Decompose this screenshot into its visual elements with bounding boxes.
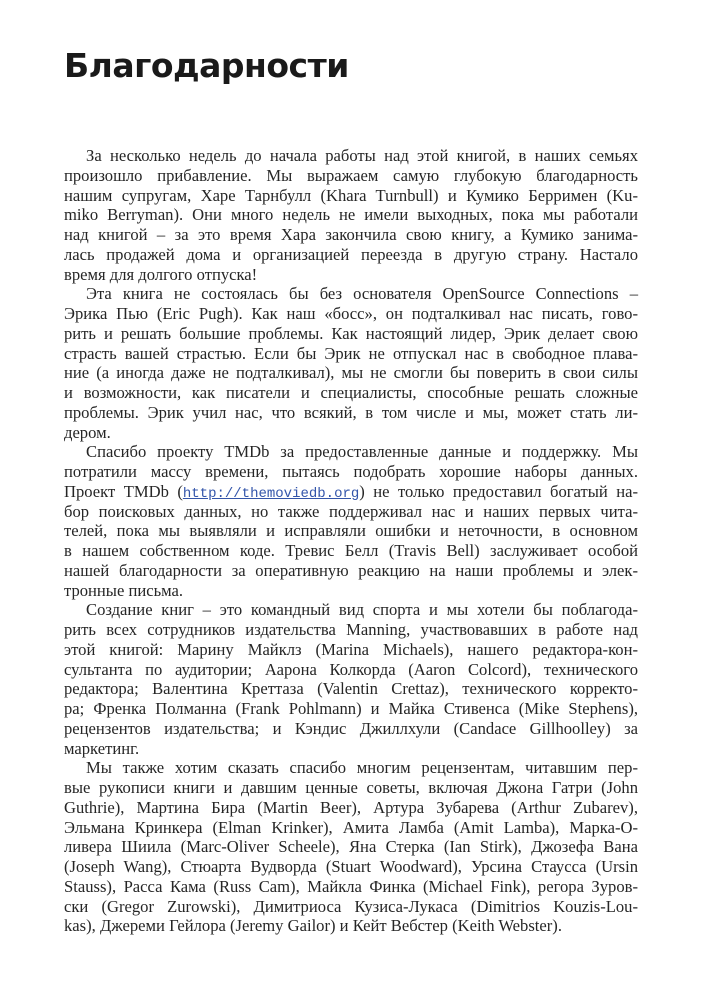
text-line: вые рукописи книги и давшим ценные советы, включая Джона Гатри (John xyxy=(64,778,638,797)
text-line: Эта книга не состоялась бы без основателя OpenSource Connections – xyxy=(86,284,638,304)
text-line: сультанта по аудитории; Аарона Колкорда (Aaron Colcord), технического xyxy=(64,659,638,679)
text-line: Мы также хотим сказать спасибо многим рецензентам, читавшим пер- xyxy=(86,758,638,778)
text-line: проблемы. Эрик учил нас, что всякий, в том числе и мы, может стать ли- xyxy=(64,402,638,422)
text-line: Эльмана Кринкера (Elman Krinker), Амита Ламба (Amit Lamba), Марка-О- xyxy=(64,817,638,837)
text-line: ра; Френка Полманна (Frank Pohlmann) и Майка Стивенса (Mike Stephens), xyxy=(64,699,638,718)
text-line: маркетинг. xyxy=(64,738,140,758)
text-line xyxy=(64,482,638,502)
text-line: miko Berryman). Они много недель не имели выходных, пока мы работали xyxy=(64,205,638,225)
text-line: Guthrie), Мартина Бира (Martin Beer), Артура Зубарева (Arthur Zubarev), xyxy=(64,797,638,817)
text-line: редактора; Валентина Креттаза (Valentin Crettaz), технического корректо- xyxy=(64,679,638,699)
text-line: потратили массу времени, пытаясь подобрать хорошие наборы данных. xyxy=(64,462,638,481)
text-segment: ) не только предоставил богатый на- xyxy=(359,481,639,501)
text-line: страсть вашей страстью. Если бы Эрик не отпускал нас в свободное плава- xyxy=(64,343,638,363)
text-line: За несколько недель до начала работы над этой книгой, в наших семьях xyxy=(86,146,638,165)
text-line: ние (а иногда даже не подталкивал), мы не смогли бы поверить в свои силы xyxy=(64,363,638,383)
paragraph xyxy=(64,600,638,758)
text-line: рить всех сотрудников издательства Manning, участвовавших в работе над xyxy=(64,620,638,639)
text-line: Создание книг – это командный вид спорта и мы хотели бы поблагода- xyxy=(86,600,638,620)
paragraph xyxy=(64,758,638,936)
text-line: время для долгого отпуска! xyxy=(64,264,258,284)
text-line: над книгой – за это время Хара закончила свою книгу, а Кумико занима- xyxy=(64,225,638,244)
text-line: нашей благодарности за оперативную реакцию на наши проблемы и элек- xyxy=(64,560,638,580)
text-line: Эрика Пью (Eric Pugh). Как наш «босс», он подталкивал нас писать, гово- xyxy=(64,304,638,323)
text-line: телей, пока мы выявляли и исправляли ошибки и неточности, в основном xyxy=(64,521,638,541)
paragraph xyxy=(64,442,638,600)
text-line: дером. xyxy=(64,422,111,442)
text-line: произошло прибавление. Мы выражаем самую глубокую благодарность xyxy=(64,165,638,185)
text-line: тронные письма. xyxy=(64,580,184,600)
text-line: (Joseph Wang), Стюарта Вудворда (Stuart Woodward), Урсина Стаусса (Ursin xyxy=(64,857,638,876)
page-title: Благодарности xyxy=(64,46,349,85)
text-line: рецензентов издательства; и Кэндис Джиллхули (Candace Gillhoolley) за xyxy=(64,718,638,738)
text-line: Stauss), Расса Кама (Russ Cam), Майкла Финка (Michael Fink), регора Зуров- xyxy=(64,876,638,896)
text-line: в нашем собственном коде. Тревис Белл (Travis Bell) заслуживает особой xyxy=(64,541,638,560)
text-line: ливера Шиила (Marc-Oliver Scheele), Яна Стерка (Ian Stirk), Джозефа Вана xyxy=(64,837,638,857)
text-line: kas), Джереми Гейлора (Jeremy Gailor) и Кейт Вебстер (Keith Webster). xyxy=(64,916,562,936)
text-line: бор поисковых данных, но также поддерживал нас и наших первых чита- xyxy=(64,501,638,521)
text-line: Спасибо проекту TMDb за предоставленные данные и поддержку. Мы xyxy=(86,442,638,462)
themoviedb-link[interactable]: http://themoviedb.org xyxy=(182,485,360,502)
text-line: этой книгой: Марину Майклз (Marina Michaels), нашего редактора-кон- xyxy=(64,639,638,659)
text-line: и возможности, как писатели и специалисты, способные решать сложные xyxy=(64,383,638,402)
text-line: нашим супругам, Харе Тарнбулл (Khara Turnbull) и Кумико Берримен (Ku- xyxy=(64,185,638,205)
text-line: ски (Gregor Zurowski), Димитриоса Кузиса-Лукаса (Dimitrios Kouzis-Lou- xyxy=(64,896,638,916)
acknowledgements-body xyxy=(64,146,638,936)
paragraph xyxy=(64,146,638,284)
text-line: рить и решать большие проблемы. Как настоящий лидер, Эрик делает свою xyxy=(64,323,638,343)
text-segment: Проект TMDb ( xyxy=(64,481,183,501)
paragraph xyxy=(64,284,638,442)
text-line: лась продажей дома и организацией переезда в другую страну. Настало xyxy=(64,244,638,264)
